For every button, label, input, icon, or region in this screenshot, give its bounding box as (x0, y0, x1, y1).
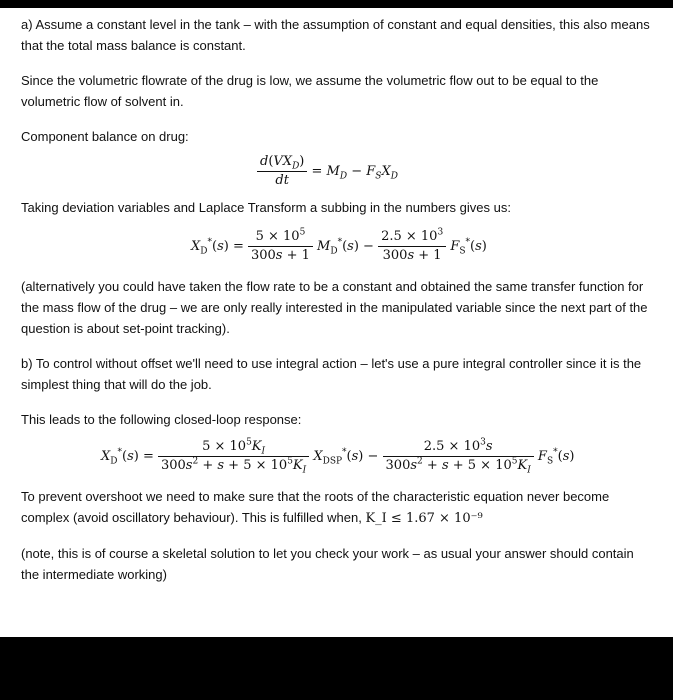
part-a-assumption: Since the volumetric flowrate of the drug is low, we assume the volumetric flow out to be equal to the volumetric flow of solvent in. (21, 73, 599, 109)
closed-loop-heading: This leads to the following closed-loop response: (21, 412, 302, 427)
laplace-transform-note: Taking deviation variables and Laplace Transform a subbing in the numbers gives us: (21, 200, 511, 215)
part-a-intro: a) Assume a constant level in the tank – with the assumption of constant and equal densities, this also means that the total mass balance is constant. (21, 17, 650, 53)
component-balance-equation: $\frac{d(VX_D)}{dt}$ = $M_D - F_SX_D$ (21, 147, 651, 197)
solution-document (21, 14, 651, 585)
ki-condition: K_I ≤ 1.67 × 10⁻⁹ (365, 511, 483, 526)
bottom-black-bar (0, 637, 673, 700)
skeletal-solution-note: (note, this is of course a skeletal solution to let you check your work – as usual your answer should contain the intermediate working) (21, 546, 634, 582)
part-b-intro: b) To control without offset we'll need to use integral action – let's use a pure integral controller since it is the simplest thing that will do the job. (21, 356, 642, 392)
overshoot-condition: To prevent overshoot we need to make sure that the roots of the characteristic equation never become complex (avoid oscillatory behaviour). This is fulfilled when, K_I ≤ 1.67 × 10⁻⁹ (21, 489, 610, 526)
closed-loop-equation: $X_D^*(s)$ = $\frac{5 \times 10^5K_I}{300s^2 + s + 5 \times 10^5K_I}$ $X_{DSP}^*(s)$ − $\frac{2.5 \times 10^3s}{300s^2 + s + 5 \times 10^5K_I}$ $F_S^*(s)$ (101, 437, 575, 476)
top-black-bar (0, 0, 673, 8)
alternative-note: (alternatively you could have taken the flow rate to be a constant and obtained the same transfer function for the mass flow of the drug – we are only really interested in the manipulated variable since the next part of the question is about set-point tracking). (21, 279, 648, 336)
open-loop-transfer-equation: $X_D^*(s)$ = $\frac{5 \times 10^5}{300s + 1}$ $M_D^*(s)$ − $\frac{2.5 \times 10^3}{300s + 1}$ $F_S^*(s)$ (191, 227, 487, 263)
component-balance-heading: Component balance on drug: (21, 129, 189, 144)
